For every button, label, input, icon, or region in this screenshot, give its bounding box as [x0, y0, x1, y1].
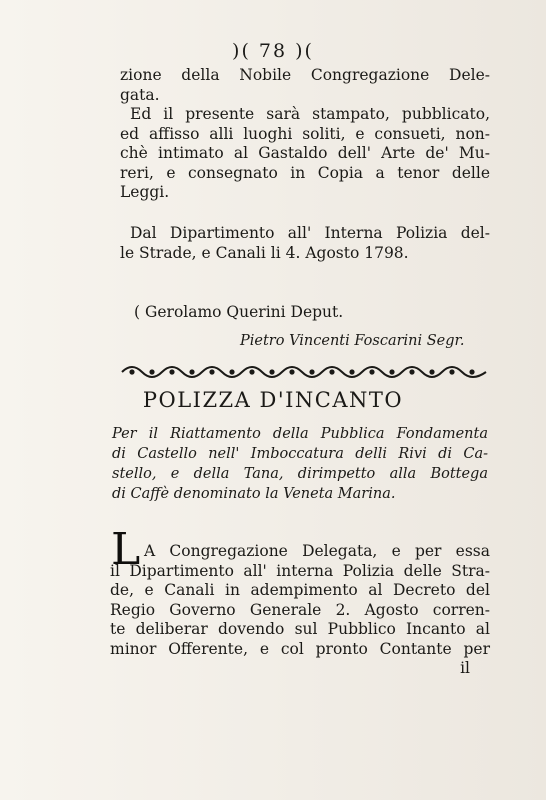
body-paragraph [110, 542, 490, 679]
text-line: Dal Dipartimento all' Interna Polizia del- [130, 224, 490, 242]
signature-deputy: ( Gerolamo Querini Deput. [134, 303, 344, 321]
page-number: )( 78 )( [232, 40, 314, 62]
text-line: Regio Governo Generale 2. Agosto corren- [110, 600, 490, 619]
text-line: gata. [120, 85, 160, 104]
text-line: chè intimato al Gastaldo dell' Arte de' Mu- [120, 144, 490, 162]
signature-secretary: Pietro Vincenti Foscarini Segr. [240, 333, 465, 349]
text-line: il Dipartimento all' interna Polizia delle Stra- [110, 561, 490, 580]
catchword: il [460, 659, 470, 677]
top-paragraph [120, 66, 490, 203]
text-line: stello, e della Tana, dirimpetto alla Bottega [112, 466, 488, 482]
text-line: reri, e consegnato in Copia a tenor delle [120, 163, 490, 182]
text-line: di Caffè denominato la Veneta Marina. [112, 486, 396, 502]
drop-cap: L [111, 524, 141, 575]
dateline [120, 224, 490, 263]
text-line: di Castello nell' Imboccatura delli Rivi di Ca- [112, 446, 488, 462]
text-line: te deliberar dovendo sul Pubblico Incanto al [110, 620, 490, 638]
text-line: de, e Canali in adempimento al Decreto del [110, 581, 490, 599]
ornament-divider [118, 359, 490, 385]
text-line: A Congregazione Delegata, e per essa [144, 542, 490, 560]
text-line: minor Offerente, e col pronto Contante per [110, 639, 490, 658]
text-line: zione della Nobile Congregazione Dele- [120, 66, 490, 84]
text-line: Ed il presente sarà stampato, pubblicato, [130, 105, 490, 123]
document-heading: POLIZZA D'INCANTO [142, 388, 404, 412]
text-line: Leggi. [120, 183, 170, 201]
text-line: Per il Riattamento della Pubblica Fondamenta [112, 426, 488, 442]
text-line: le Strade, e Canali li 4. Agosto 1798. [120, 243, 409, 262]
text-line: ed affisso alli luoghi soliti, e consueti, non- [120, 124, 490, 143]
subtitle [112, 424, 488, 504]
